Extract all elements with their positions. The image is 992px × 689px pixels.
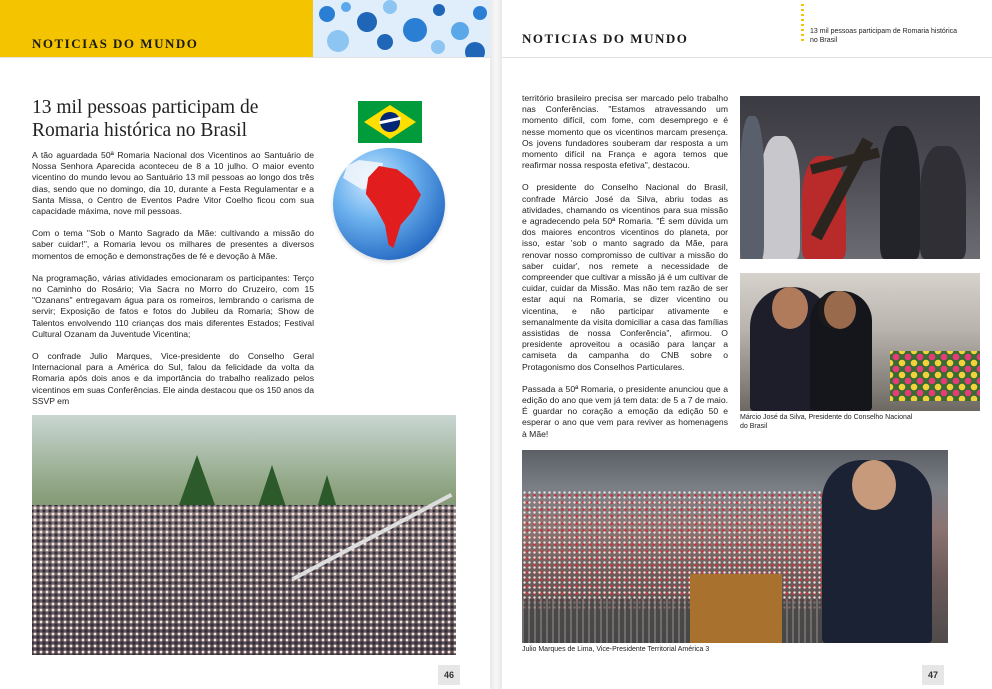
right-page — [502, 0, 992, 689]
article-headline: 13 mil pessoas participam de Romaria histórica no Brasil — [32, 97, 259, 141]
header-pattern-graphic — [313, 0, 490, 58]
article-body-left — [32, 150, 314, 418]
header-divider — [0, 57, 490, 58]
photo-caption: Julio Marques de Lima, Vice-Presidente Territorial América 3 — [522, 646, 710, 653]
section-title: NOTICIAS DO MUNDO — [32, 36, 199, 51]
section-title: NOTICIAS DO MUNDO — [522, 31, 689, 46]
brazil-flag-image — [358, 101, 422, 143]
paragraph: território brasileiro precisa ser marcado pelo trabalho nas Conferências. "Estamos atravessando um momento difícil, com fome, com desemprego e é nesse momento que os vicentinos marcam presença. Os jovens fundadores souberam dar resposta a um momento difícil na França e agora temos que reafirmar nossa resposta efetiva", destacou. — [522, 93, 728, 171]
paragraph: O confrade Julio Marques, Vice-presidente do Conselho Geral Internacional para a América do Sul, falou da felicidade da volta da Romaria após dois anos e da importância do trabalho realizado pelos vicentinos em suas Conferências. Ele ainda destacou que os 150 anos da SSVP em — [32, 351, 314, 406]
header-divider — [502, 57, 992, 58]
event-hall-photo — [522, 450, 948, 643]
paragraph: O presidente do Conselho Nacional do Brasil, confrade Márcio José da Silva, abriu todas as atividades, chamando os vicentinos para sua missão e agradecendo pela 50ª Romaria. "É sem dúvida um dos maiores encontros vicentinos do planeta, por isso, estar 'sob o manto sagrado da Mãe, para renovar nosso compromisso de cultivar a missão do saber cuidar', nos remete a necessidade de compreender que cultivar a missão já é um cultivar de cuidar, cuidar da Missão. Mas não tem razão de ser estar aqui na Romaria, se dizer vicentino ou vicentina, e não participar ativamente e semanalmente da visita domiciliar a casa das famílias assistidas de nossa Conferência", afirmou. O presidente aproveitou a ocasião para lançar a camiseta da campanha do CNB sobre o Protagonismo dos Conselhos Particulares. — [522, 182, 728, 372]
page-number: 47 — [922, 665, 944, 685]
paragraph: Na programação, várias atividades emocionaram os participantes: Terço no Caminho do Rosário; Via Sacra no Morro do Cruzeiro, com 15 "Ozanans" entregavam água para os romeiros, lembrando o carisma de servir; Exposição de fatos e fotos do Jubileu da Romaria; Show de Talentos envolvendo 110 crianças dos mais diferentes Estados; Festival Cultural Ozanam da Juventude Vicentina; — [32, 272, 314, 339]
via-sacra-photo — [740, 96, 980, 259]
header-subtitle: 13 mil pessoas participam de Romaria histórica no Brasil — [810, 28, 958, 44]
paragraph: A tão aguardada 50ª Romaria Nacional dos Vicentinos ao Santuário de Nossa Senhora Aparecida aconteceu de 8 a 10 julho. O maior evento vicentino do mundo levou ao Santuário 13 mil pessoas ao longo dos três dias, sendo que no domingo, dia 10, durante a Festa Regulamentar e a Santa Missa, o Centro de Eventos Padre Vitor Coelho ficou com sua capacidade máxima, nove mil pessoas. — [32, 150, 314, 217]
left-page — [0, 0, 490, 689]
article-body-right — [522, 93, 728, 451]
globe-brazil-map-image — [333, 148, 445, 260]
page-number: 46 — [438, 665, 460, 685]
spine-gutter — [490, 0, 502, 689]
crowd-photo — [32, 415, 456, 655]
president-speech-photo — [740, 273, 980, 411]
paragraph: Passada a 50ª Romaria, o presidente anunciou que a edição do ano que vem já tem data: de 5 a 7 de maio. É guardar no coração a emoção da edição 50 e esperar o ano que vem para reviver as homenagens à Mãe! — [522, 383, 728, 439]
paragraph: Com o tema "Sob o Manto Sagrado da Mãe: cultivando a missão do saber cuidar!", a Romaria levou os milhares de presentes a diversos momentos de emoção e demonstrações de fé e devoção à Mãe. — [32, 228, 314, 261]
dotted-divider — [801, 4, 804, 44]
photo-caption: Márcio José da Silva, Presidente do Conselho Nacional do Brasil — [740, 414, 913, 430]
